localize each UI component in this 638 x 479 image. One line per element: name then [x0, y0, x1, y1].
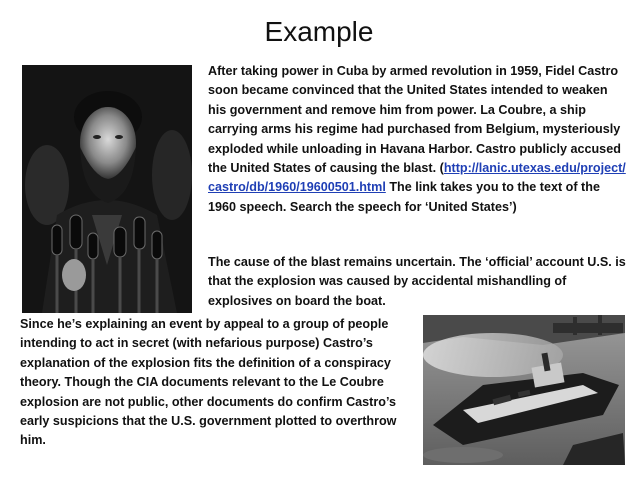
intro-text: After taking power in Cuba by armed revolution in 1959, Fidel Castro soon became convinced that the United States intended to weaken his government and remove him from power. La Coubre, a ship carrying arms his regime had purchased from Belgium, mysteriously exploded while unloading in Havana Harbor. Castro publicly accused the United States of causing the blast. (	[208, 64, 621, 176]
conspiracy-paragraph: Since he’s explaining an event by appeal to a group of people intending to act in secret (with nefarious purpose) Castro’s explanation of the explosion fits the definition of a conspiracy theory. Though the CIA documents relevant to the Le Coubre explosion are not public, other documents do confirm Castro’s early suspicions that the U.S. government plotted to overthrow him.	[20, 317, 397, 448]
intro-paragraph	[208, 62, 626, 217]
ship-photo	[423, 315, 625, 465]
slide-title: Example	[264, 16, 374, 47]
link-description-text: The link takes you to the text of the 1960 speech. Search the speech for ‘United States’)	[208, 180, 600, 214]
blast-cause-paragraph: The cause of the blast remains uncertain. The ‘official’ account U.S. is that the explosion was caused by accidental mishandling of explosives on board the boat.	[208, 255, 626, 308]
castro-photo	[22, 65, 192, 313]
speech-link[interactable]: http://lanic.utexas.edu/project/castro/db/1960/19600501.html	[208, 161, 626, 195]
